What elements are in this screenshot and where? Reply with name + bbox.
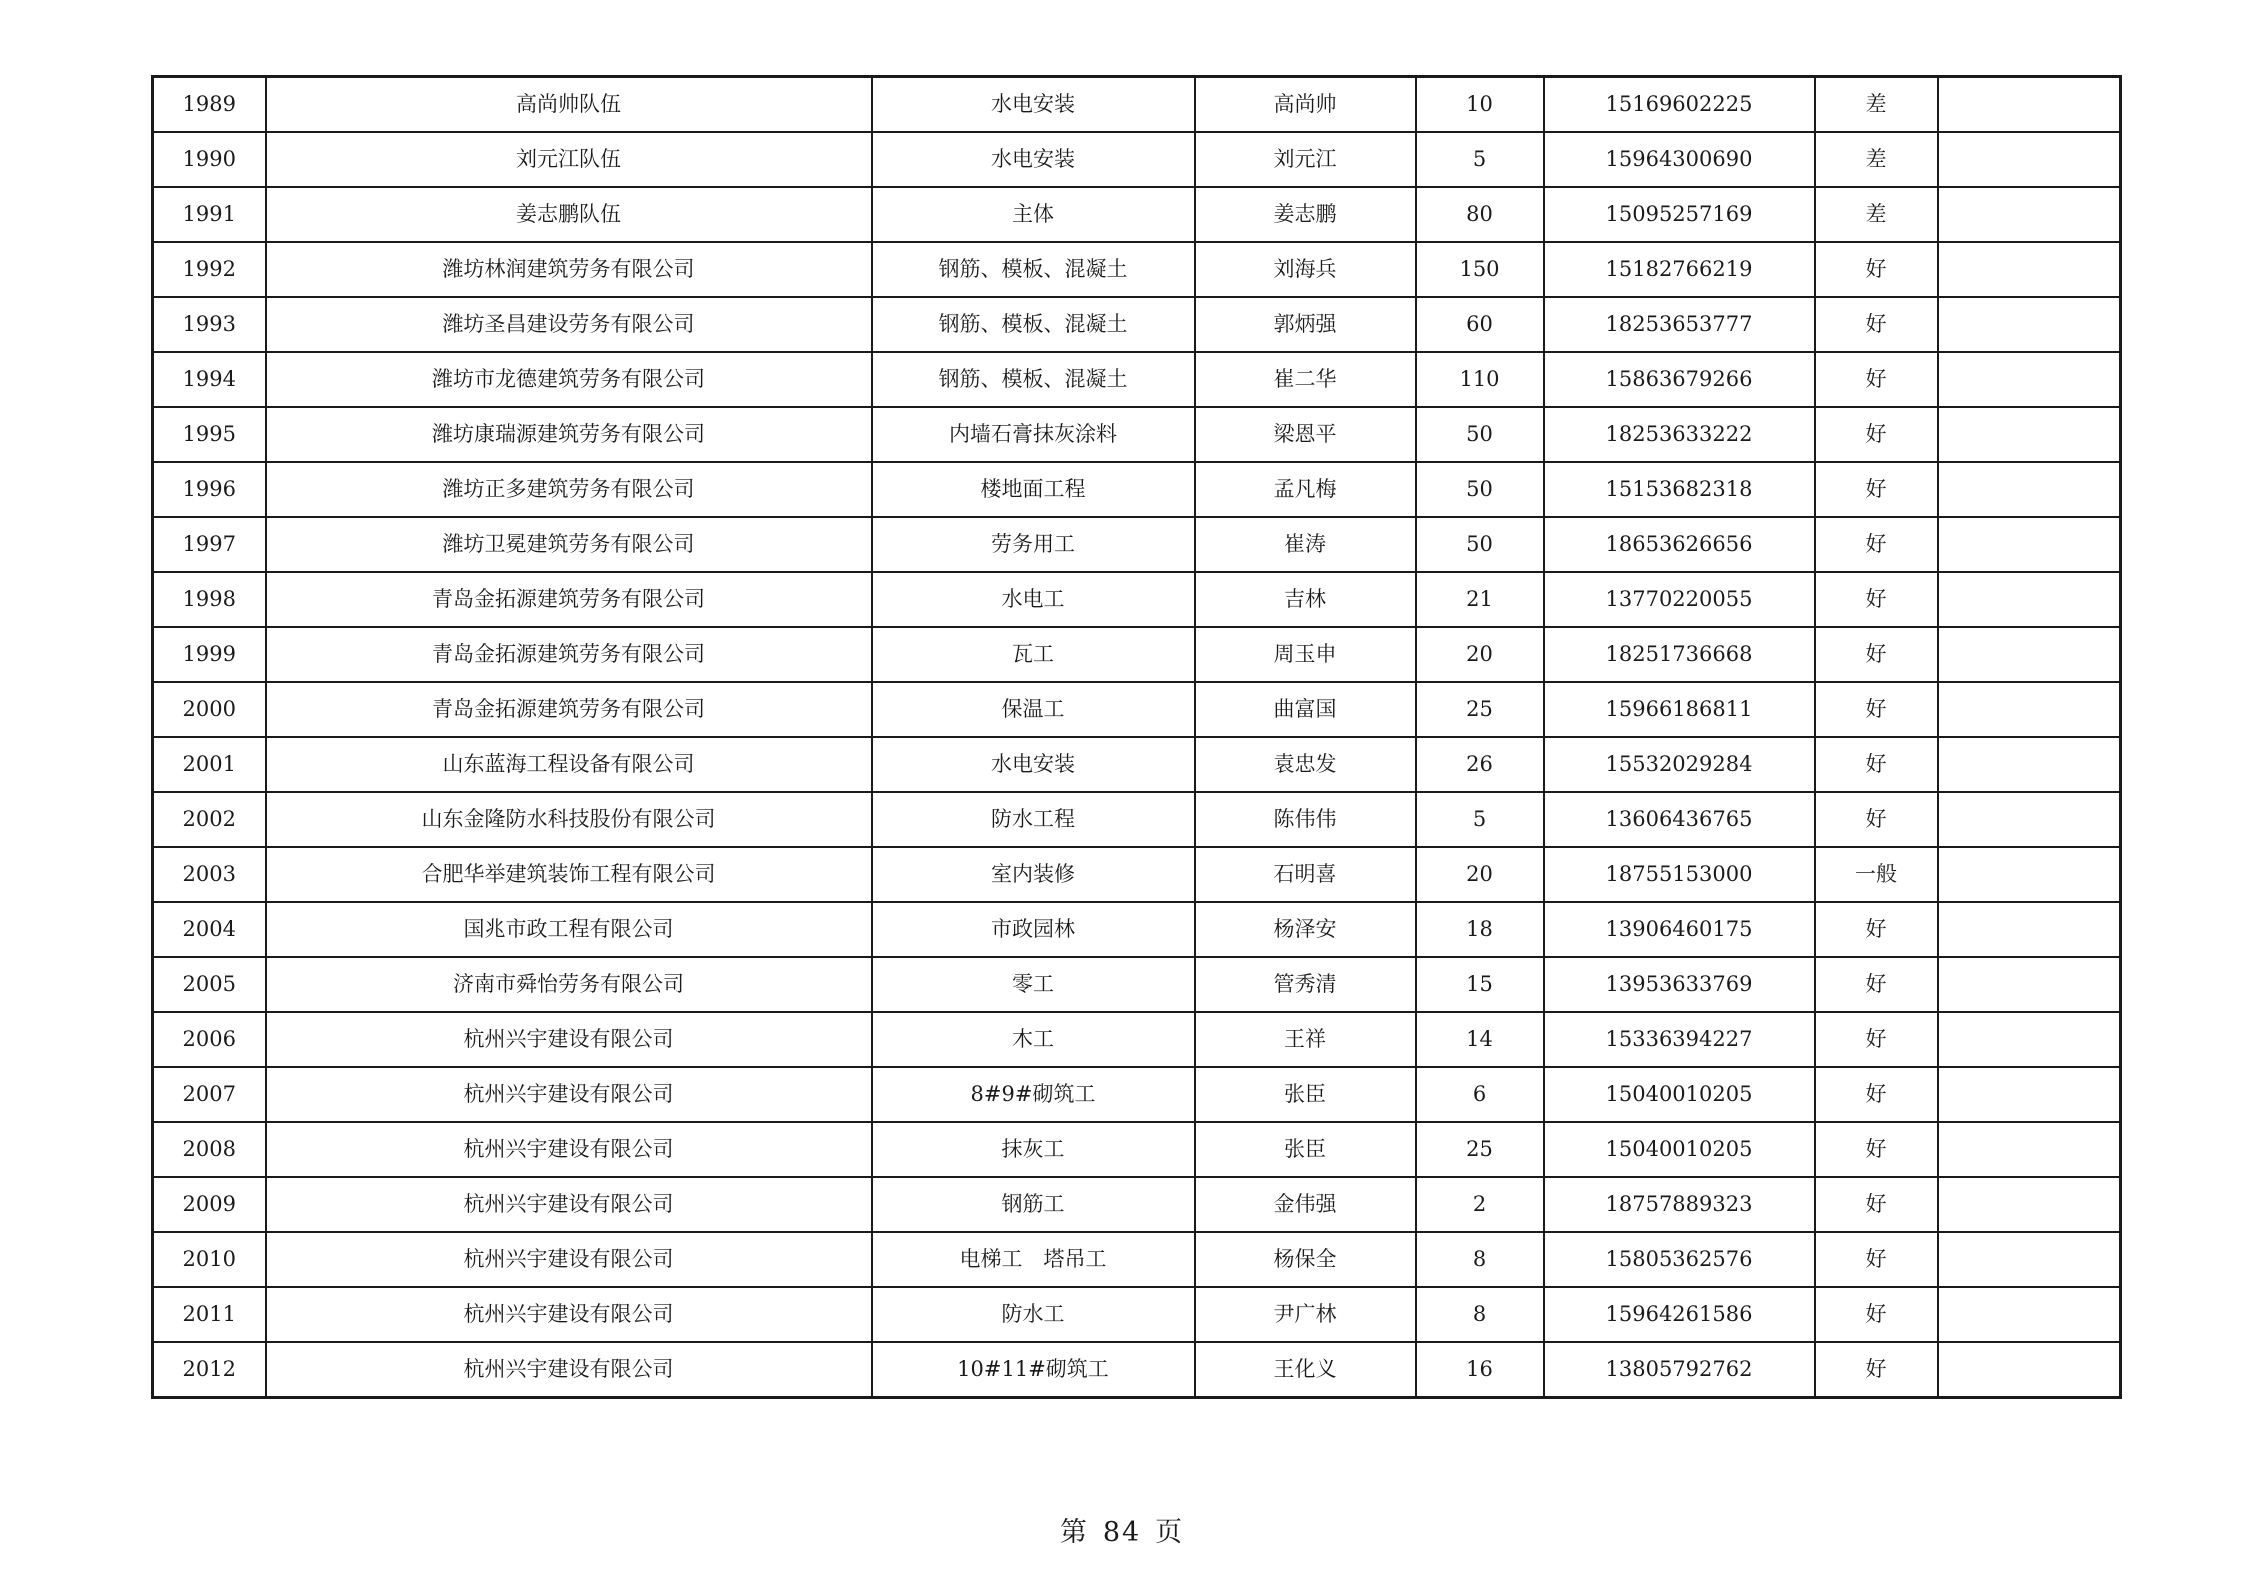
cell-rating: 好 (1815, 297, 1938, 352)
cell-rating: 一般 (1815, 847, 1938, 902)
cell-work-type: 主体 (872, 187, 1195, 242)
cell-note (1938, 1012, 2121, 1067)
cell-note (1938, 792, 2121, 847)
cell-company: 山东蓝海工程设备有限公司 (266, 737, 872, 792)
cell-note (1938, 352, 2121, 407)
cell-note (1938, 1177, 2121, 1232)
table-row (153, 1177, 2121, 1232)
table-row (153, 737, 2121, 792)
cell-work-type: 木工 (872, 1012, 1195, 1067)
cell-headcount: 25 (1416, 1122, 1544, 1177)
table-row (153, 847, 2121, 902)
table-row (153, 242, 2121, 297)
cell-work-type: 钢筋工 (872, 1177, 1195, 1232)
cell-headcount: 2 (1416, 1177, 1544, 1232)
table-row (153, 902, 2121, 957)
page-footer (0, 1510, 2244, 1549)
cell-work-type: 瓦工 (872, 627, 1195, 682)
cell-phone: 15532029284 (1544, 737, 1815, 792)
table-body (153, 77, 2121, 1398)
cell-work-type: 钢筋、模板、混凝土 (872, 297, 1195, 352)
cell-headcount: 14 (1416, 1012, 1544, 1067)
cell-work-type: 钢筋、模板、混凝土 (872, 352, 1195, 407)
table-row (153, 1122, 2121, 1177)
cell-phone: 13906460175 (1544, 902, 1815, 957)
cell-number: 1999 (153, 627, 266, 682)
page-number: 84 (1102, 1517, 1142, 1548)
cell-rating: 差 (1815, 187, 1938, 242)
cell-note (1938, 957, 2121, 1012)
cell-note (1938, 1122, 2121, 1177)
cell-phone: 15040010205 (1544, 1067, 1815, 1122)
cell-company: 杭州兴宇建设有限公司 (266, 1122, 872, 1177)
table-row (153, 1232, 2121, 1287)
cell-company: 刘元江队伍 (266, 132, 872, 187)
cell-company: 潍坊正多建筑劳务有限公司 (266, 462, 872, 517)
cell-phone: 13770220055 (1544, 572, 1815, 627)
table-row (153, 517, 2121, 572)
cell-headcount: 6 (1416, 1067, 1544, 1122)
cell-work-type: 劳务用工 (872, 517, 1195, 572)
cell-number: 2004 (153, 902, 266, 957)
cell-headcount: 150 (1416, 242, 1544, 297)
cell-work-type: 钢筋、模板、混凝土 (872, 242, 1195, 297)
cell-headcount: 15 (1416, 957, 1544, 1012)
cell-headcount: 50 (1416, 462, 1544, 517)
cell-note (1938, 132, 2121, 187)
cell-note (1938, 572, 2121, 627)
cell-rating: 差 (1815, 132, 1938, 187)
cell-company: 杭州兴宇建设有限公司 (266, 1177, 872, 1232)
cell-phone: 18653626656 (1544, 517, 1815, 572)
cell-rating: 好 (1815, 737, 1938, 792)
cell-phone: 15095257169 (1544, 187, 1815, 242)
cell-headcount: 16 (1416, 1342, 1544, 1398)
cell-note (1938, 187, 2121, 242)
cell-note (1938, 407, 2121, 462)
cell-rating: 好 (1815, 1012, 1938, 1067)
cell-headcount: 20 (1416, 627, 1544, 682)
cell-phone: 13953633769 (1544, 957, 1815, 1012)
cell-work-type: 抹灰工 (872, 1122, 1195, 1177)
table-row (153, 407, 2121, 462)
cell-rating: 好 (1815, 352, 1938, 407)
cell-work-type: 市政园林 (872, 902, 1195, 957)
table-row (153, 132, 2121, 187)
cell-work-type: 水电工 (872, 572, 1195, 627)
cell-contact-person: 刘元江 (1195, 132, 1416, 187)
cell-headcount: 10 (1416, 77, 1544, 133)
table-row (153, 792, 2121, 847)
cell-company: 杭州兴宇建设有限公司 (266, 1067, 872, 1122)
cell-headcount: 50 (1416, 407, 1544, 462)
cell-phone: 18755153000 (1544, 847, 1815, 902)
cell-contact-person: 王化义 (1195, 1342, 1416, 1398)
cell-number: 1989 (153, 77, 266, 133)
cell-company: 青岛金拓源建筑劳务有限公司 (266, 627, 872, 682)
cell-contact-person: 金伟强 (1195, 1177, 1416, 1232)
cell-phone: 18757889323 (1544, 1177, 1815, 1232)
cell-work-type: 保温工 (872, 682, 1195, 737)
cell-headcount: 8 (1416, 1287, 1544, 1342)
cell-rating: 好 (1815, 1177, 1938, 1232)
cell-company: 杭州兴宇建设有限公司 (266, 1012, 872, 1067)
table-row (153, 682, 2121, 737)
cell-number: 2009 (153, 1177, 266, 1232)
cell-contact-person: 张臣 (1195, 1122, 1416, 1177)
cell-number: 2001 (153, 737, 266, 792)
cell-rating: 好 (1815, 572, 1938, 627)
table-row (153, 627, 2121, 682)
cell-number: 2011 (153, 1287, 266, 1342)
cell-note (1938, 517, 2121, 572)
cell-contact-person: 石明喜 (1195, 847, 1416, 902)
cell-rating: 好 (1815, 407, 1938, 462)
cell-contact-person: 高尚帅 (1195, 77, 1416, 133)
cell-work-type: 防水工程 (872, 792, 1195, 847)
cell-company: 潍坊康瑞源建筑劳务有限公司 (266, 407, 872, 462)
cell-note (1938, 297, 2121, 352)
cell-phone: 15169602225 (1544, 77, 1815, 133)
cell-contact-person: 管秀清 (1195, 957, 1416, 1012)
cell-headcount: 80 (1416, 187, 1544, 242)
table-row (153, 1287, 2121, 1342)
cell-number: 1998 (153, 572, 266, 627)
cell-note (1938, 1287, 2121, 1342)
cell-company: 国兆市政工程有限公司 (266, 902, 872, 957)
cell-company: 高尚帅队伍 (266, 77, 872, 133)
cell-contact-person: 吉林 (1195, 572, 1416, 627)
table-row (153, 957, 2121, 1012)
cell-note (1938, 682, 2121, 737)
cell-rating: 好 (1815, 957, 1938, 1012)
table-row (153, 1342, 2121, 1398)
table-row (153, 1067, 2121, 1122)
cell-number: 2007 (153, 1067, 266, 1122)
cell-contact-person: 刘海兵 (1195, 242, 1416, 297)
cell-work-type: 10#11#砌筑工 (872, 1342, 1195, 1398)
cell-phone: 13606436765 (1544, 792, 1815, 847)
cell-number: 1991 (153, 187, 266, 242)
cell-phone: 15040010205 (1544, 1122, 1815, 1177)
table-row (153, 187, 2121, 242)
cell-phone: 15964261586 (1544, 1287, 1815, 1342)
cell-company: 潍坊市龙德建筑劳务有限公司 (266, 352, 872, 407)
cell-contact-person: 杨泽安 (1195, 902, 1416, 957)
cell-rating: 好 (1815, 682, 1938, 737)
cell-contact-person: 周玉申 (1195, 627, 1416, 682)
cell-number: 2012 (153, 1342, 266, 1398)
cell-work-type: 零工 (872, 957, 1195, 1012)
cell-rating: 好 (1815, 902, 1938, 957)
cell-number: 2010 (153, 1232, 266, 1287)
cell-phone: 15964300690 (1544, 132, 1815, 187)
cell-contact-person: 曲富国 (1195, 682, 1416, 737)
cell-note (1938, 902, 2121, 957)
cell-rating: 好 (1815, 462, 1938, 517)
footer-prefix: 第 (1059, 1517, 1089, 1548)
cell-note (1938, 77, 2121, 133)
cell-headcount: 20 (1416, 847, 1544, 902)
cell-company: 潍坊圣昌建设劳务有限公司 (266, 297, 872, 352)
cell-headcount: 18 (1416, 902, 1544, 957)
cell-company: 潍坊林润建筑劳务有限公司 (266, 242, 872, 297)
table-row (153, 1012, 2121, 1067)
cell-contact-person: 姜志鹏 (1195, 187, 1416, 242)
cell-contact-person: 张臣 (1195, 1067, 1416, 1122)
cell-note (1938, 847, 2121, 902)
cell-rating: 好 (1815, 1122, 1938, 1177)
table-row (153, 572, 2121, 627)
cell-phone: 15182766219 (1544, 242, 1815, 297)
cell-headcount: 5 (1416, 792, 1544, 847)
cell-headcount: 110 (1416, 352, 1544, 407)
cell-work-type: 8#9#砌筑工 (872, 1067, 1195, 1122)
cell-rating: 好 (1815, 242, 1938, 297)
cell-phone: 15805362576 (1544, 1232, 1815, 1287)
cell-headcount: 8 (1416, 1232, 1544, 1287)
cell-number: 1995 (153, 407, 266, 462)
cell-rating: 好 (1815, 627, 1938, 682)
cell-work-type: 楼地面工程 (872, 462, 1195, 517)
cell-company: 山东金隆防水科技股份有限公司 (266, 792, 872, 847)
cell-number: 2002 (153, 792, 266, 847)
cell-work-type: 内墙石膏抹灰涂料 (872, 407, 1195, 462)
cell-company: 杭州兴宇建设有限公司 (266, 1342, 872, 1398)
cell-number: 2000 (153, 682, 266, 737)
cell-note (1938, 1067, 2121, 1122)
cell-contact-person: 袁忠发 (1195, 737, 1416, 792)
cell-headcount: 25 (1416, 682, 1544, 737)
table-row (153, 352, 2121, 407)
cell-company: 杭州兴宇建设有限公司 (266, 1232, 872, 1287)
cell-work-type: 室内装修 (872, 847, 1195, 902)
table-row (153, 77, 2121, 133)
cell-number: 2003 (153, 847, 266, 902)
cell-contact-person: 尹广林 (1195, 1287, 1416, 1342)
cell-contact-person: 崔涛 (1195, 517, 1416, 572)
cell-rating: 好 (1815, 1067, 1938, 1122)
footer-suffix: 页 (1155, 1517, 1185, 1548)
cell-note (1938, 462, 2121, 517)
cell-rating: 好 (1815, 1287, 1938, 1342)
cell-contact-person: 梁恩平 (1195, 407, 1416, 462)
cell-headcount: 21 (1416, 572, 1544, 627)
cell-headcount: 5 (1416, 132, 1544, 187)
table-row (153, 462, 2121, 517)
cell-rating: 好 (1815, 517, 1938, 572)
cell-contact-person: 崔二华 (1195, 352, 1416, 407)
cell-company: 青岛金拓源建筑劳务有限公司 (266, 572, 872, 627)
table-row (153, 297, 2121, 352)
cell-phone: 15863679266 (1544, 352, 1815, 407)
cell-phone: 13805792762 (1544, 1342, 1815, 1398)
cell-note (1938, 737, 2121, 792)
cell-note (1938, 1342, 2121, 1398)
cell-company: 潍坊卫冕建筑劳务有限公司 (266, 517, 872, 572)
cell-company: 济南市舜怡劳务有限公司 (266, 957, 872, 1012)
cell-company: 青岛金拓源建筑劳务有限公司 (266, 682, 872, 737)
cell-contact-person: 陈伟伟 (1195, 792, 1416, 847)
cell-headcount: 26 (1416, 737, 1544, 792)
cell-contact-person: 王祥 (1195, 1012, 1416, 1067)
cell-phone: 15153682318 (1544, 462, 1815, 517)
cell-phone: 18251736668 (1544, 627, 1815, 682)
cell-number: 1994 (153, 352, 266, 407)
cell-rating: 差 (1815, 77, 1938, 133)
cell-company: 姜志鹏队伍 (266, 187, 872, 242)
cell-number: 1993 (153, 297, 266, 352)
cell-headcount: 50 (1416, 517, 1544, 572)
cell-phone: 18253653777 (1544, 297, 1815, 352)
cell-number: 2008 (153, 1122, 266, 1177)
cell-number: 2006 (153, 1012, 266, 1067)
cell-rating: 好 (1815, 792, 1938, 847)
cell-phone: 18253633222 (1544, 407, 1815, 462)
cell-work-type: 电梯工 塔吊工 (872, 1232, 1195, 1287)
cell-company: 合肥华举建筑装饰工程有限公司 (266, 847, 872, 902)
cell-work-type: 水电安装 (872, 737, 1195, 792)
cell-phone: 15966186811 (1544, 682, 1815, 737)
cell-contact-person: 杨保全 (1195, 1232, 1416, 1287)
cell-number: 1990 (153, 132, 266, 187)
cell-contact-person: 孟凡梅 (1195, 462, 1416, 517)
cell-number: 1992 (153, 242, 266, 297)
cell-work-type: 水电安装 (872, 132, 1195, 187)
cell-work-type: 防水工 (872, 1287, 1195, 1342)
cell-note (1938, 1232, 2121, 1287)
cell-number: 2005 (153, 957, 266, 1012)
cell-phone: 15336394227 (1544, 1012, 1815, 1067)
cell-headcount: 60 (1416, 297, 1544, 352)
cell-work-type: 水电安装 (872, 77, 1195, 133)
cell-contact-person: 郭炳强 (1195, 297, 1416, 352)
cell-rating: 好 (1815, 1342, 1938, 1398)
cell-number: 1996 (153, 462, 266, 517)
cell-rating: 好 (1815, 1232, 1938, 1287)
cell-number: 1997 (153, 517, 266, 572)
cell-note (1938, 627, 2121, 682)
cell-company: 杭州兴宇建设有限公司 (266, 1287, 872, 1342)
cell-note (1938, 242, 2121, 297)
subcontractor-table (151, 75, 2122, 1399)
